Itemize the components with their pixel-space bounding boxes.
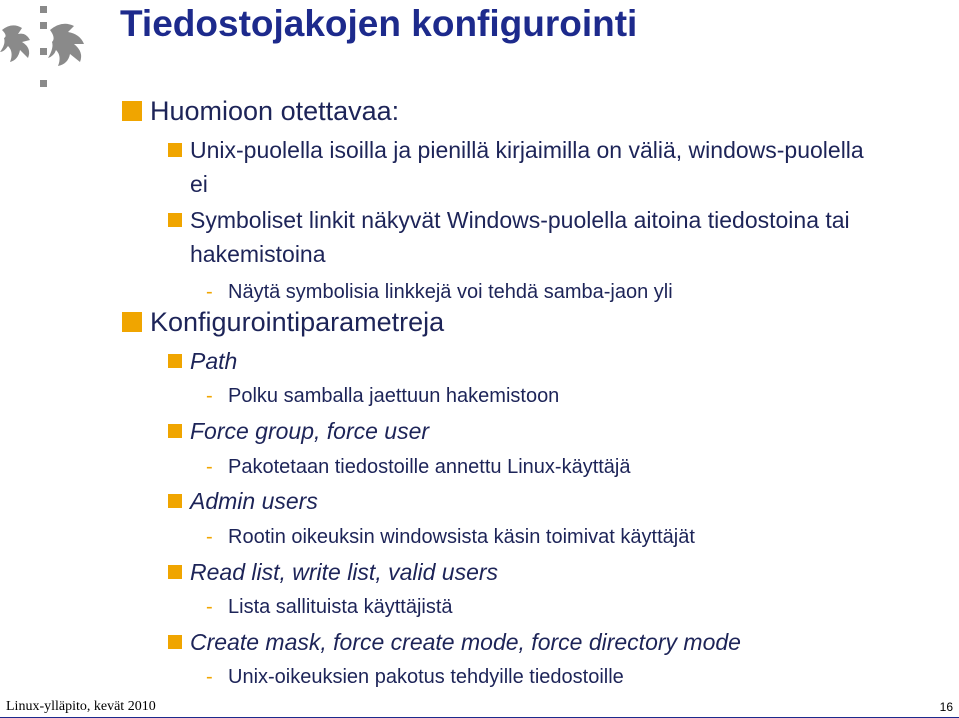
square-bullet-icon: [122, 101, 142, 121]
page-number: 16: [939, 700, 953, 714]
square-bullet-icon: [168, 143, 182, 157]
bullet-mask: Create mask, force create mode, force directory mode: [168, 631, 741, 654]
square-bullet-icon: [168, 494, 182, 508]
dash-bullet: -: [206, 456, 213, 478]
square-bullet-icon: [168, 354, 182, 368]
square-bullet-icon: [122, 312, 142, 332]
square-bullet-icon: [168, 424, 182, 438]
subnote-path: - Polku samballa jaettuun hakemistoon: [206, 385, 560, 407]
bullet-notice: Huomioon otettavaa:: [122, 98, 399, 125]
subnote-force: - Pakotetaan tiedostoille annettu Linux-käyttäjä: [206, 456, 631, 478]
subnote-mask: - Unix-oikeuksien pakotus tehdyille tiedostoille: [206, 666, 624, 688]
bullet-case-sensitivity-cont: ei: [190, 171, 208, 197]
subnote-lists: - Lista sallituista käyttäjistä: [206, 596, 453, 618]
dash-bullet: -: [206, 596, 213, 618]
footer-course: Linux-ylläpito, kevät 2010: [6, 699, 156, 714]
bullet-symlinks: Symboliset linkit näkyvät Windows-puolella aitoina tiedostoina tai: [168, 209, 850, 232]
slide-title: Tiedostojakojen konfigurointi: [120, 3, 638, 44]
dash-bullet: -: [206, 666, 213, 688]
bullet-symlinks-cont: hakemistoina: [190, 241, 326, 267]
bullet-params-heading: Konfigurointiparametreja: [122, 309, 444, 336]
bullet-lists: Read list, write list, valid users: [168, 561, 498, 584]
dash-bullet: -: [206, 281, 213, 303]
bullet-path: Path: [168, 350, 237, 373]
subnote-symlinks: - Näytä symbolisia linkkejä voi tehdä samba-jaon yli: [206, 281, 673, 303]
bullet-admin: Admin users: [168, 490, 318, 513]
square-bullet-icon: [168, 213, 182, 227]
bullet-force: Force group, force user: [168, 420, 429, 443]
bullet-case-sensitivity: Unix-puolella isoilla ja pienillä kirjaimilla on väliä, windows-puolella: [168, 139, 864, 162]
square-bullet-icon: [168, 565, 182, 579]
dash-bullet: -: [206, 385, 213, 407]
dash-bullet: -: [206, 526, 213, 548]
subnote-admin: - Rootin oikeuksin windowsista käsin toimivat käyttäjät: [206, 526, 695, 548]
square-bullet-icon: [168, 635, 182, 649]
